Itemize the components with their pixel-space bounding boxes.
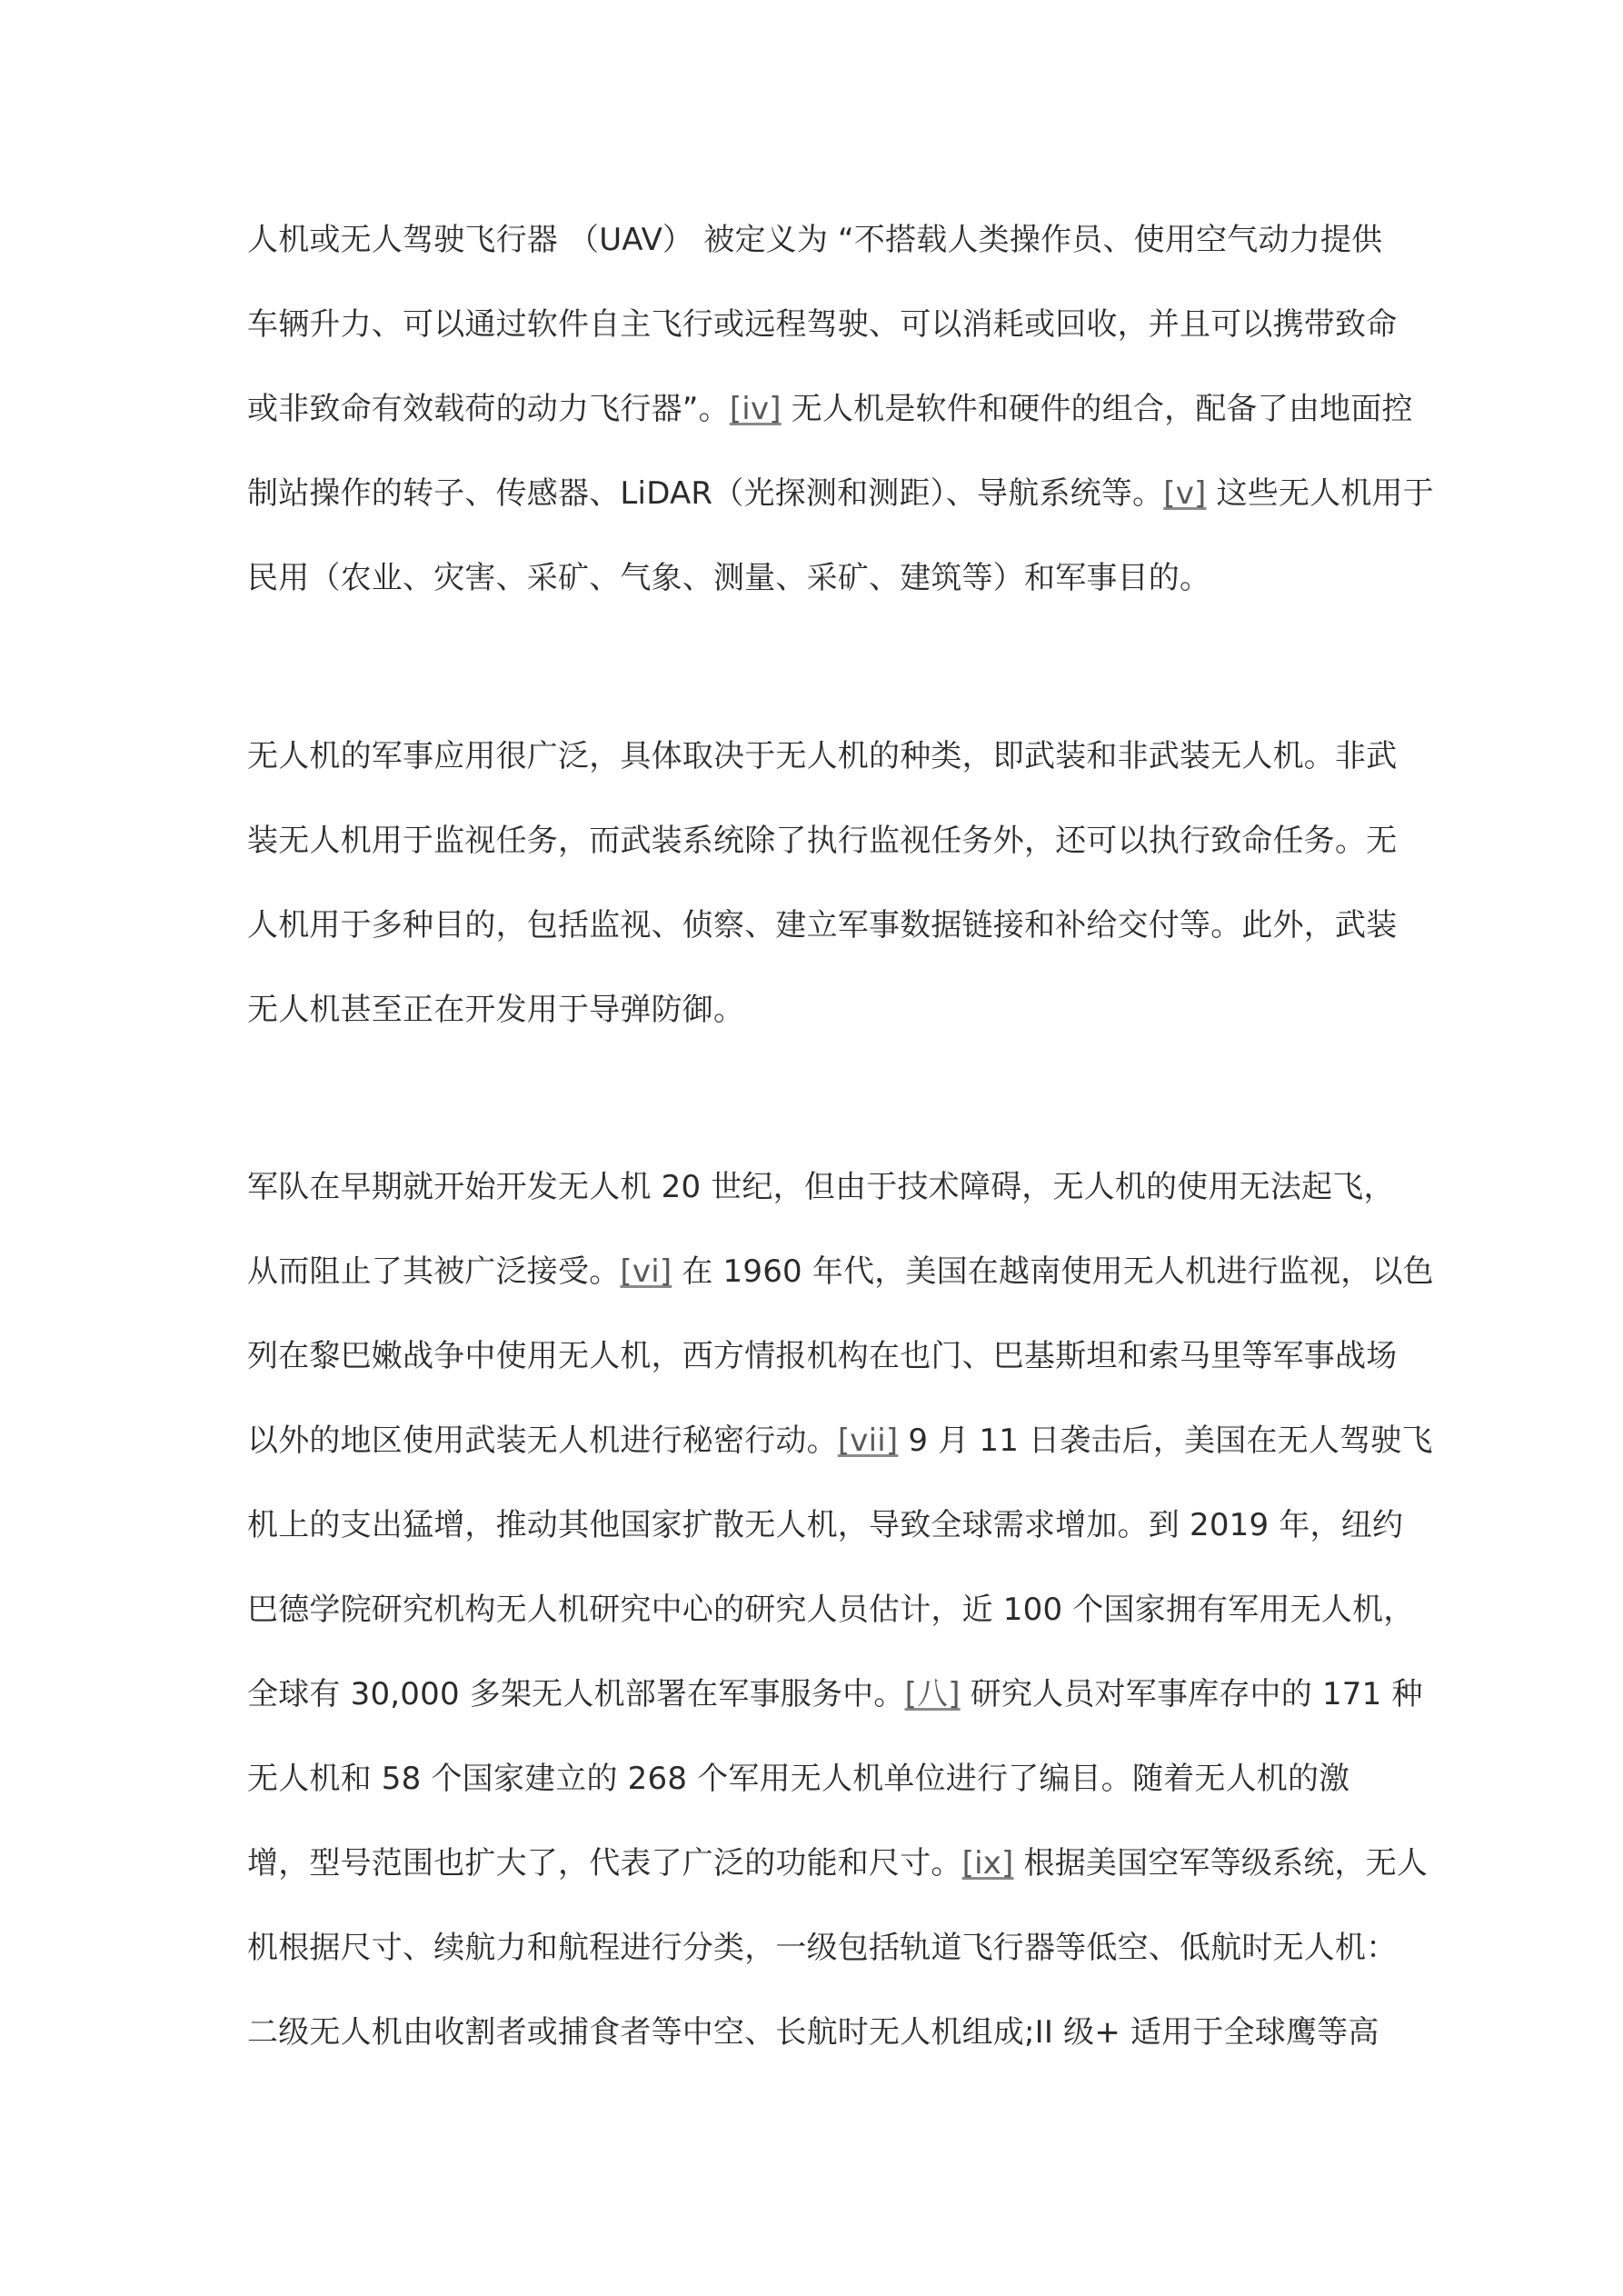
text-line xyxy=(247,1230,1434,1314)
text-segment: 或非致命有效载荷的动力飞行器”。 xyxy=(247,391,730,427)
text-line xyxy=(247,799,1398,883)
text-segment: 从而阻止了其被广泛接受。 xyxy=(247,1253,621,1290)
text-line xyxy=(247,1483,1404,1568)
text-segment: 9 月 11 日袭击后，美国在无人驾驶飞 xyxy=(898,1423,1433,1459)
footnote-link[interactable]: [v] xyxy=(1163,475,1207,512)
text-line xyxy=(247,714,1398,799)
text-line xyxy=(247,198,1394,283)
text-segment: 人机用于多种目的，包括监视、侦察、建立军事数据链接和补给交付等。此外，武装 xyxy=(247,907,1398,943)
text-segment: 人机或无人驾驶飞行器 （UAV） 被定义为 “不搭载人类操作员、使用空气动力提供 xyxy=(247,222,1383,258)
text-line xyxy=(247,1145,1394,1230)
text-segment: 以外的地区使用武装无人机进行秘密行动。 xyxy=(247,1423,838,1459)
text-segment: 增，型号范围也扩大了，代表了广泛的功能和尺寸。 xyxy=(247,1845,962,1882)
text-segment: 二级无人机由收割者或捕食者等中空、长航时无人机组成;II 级+ 适用于全球鹰等高 xyxy=(247,2014,1379,2051)
text-line xyxy=(247,1314,1398,1399)
text-line xyxy=(247,536,1394,621)
text-segment: 研究人员对军事库存中的 171 种 xyxy=(960,1676,1423,1712)
text-segment: 无人机的军事应用很广泛，具体取决于无人机的种类，即武装和非武装无人机。非武 xyxy=(247,738,1398,774)
text-segment: 民用（农业、灾害、采矿、气象、测量、采矿、建筑等）和军事目的。 xyxy=(247,560,1211,596)
paragraph-uav-definition xyxy=(247,198,1434,621)
text-segment: 装无人机用于监视任务，而武装系统除了执行监视任务外，还可以执行致命任务。无 xyxy=(247,823,1398,859)
text-line xyxy=(247,883,1398,968)
text-line xyxy=(247,1568,1415,1652)
text-segment: 巴德学院研究机构无人机研究中心的研究人员估计，近 100 个国家拥有军用无人机， xyxy=(247,1592,1415,1628)
text-line xyxy=(247,1822,1429,1906)
text-line xyxy=(247,1991,1394,2075)
text-segment: 无人机甚至正在开发用于导弹防御。 xyxy=(247,992,745,1028)
footnote-link[interactable]: [vi] xyxy=(620,1253,672,1290)
text-line xyxy=(247,968,1394,1053)
text-segment: 车辆升力、可以通过软件自主飞行或远程驾驶、可以消耗或回收，并且可以携带致命 xyxy=(247,306,1398,343)
text-segment: 在 1960 年代，美国在越南使用无人机进行监视，以色 xyxy=(672,1253,1434,1290)
text-line xyxy=(247,283,1398,367)
text-line xyxy=(247,1652,1423,1737)
footnote-link[interactable]: [vii] xyxy=(837,1423,899,1459)
text-segment: 列在黎巴嫩战争中使用无人机，西方情报机构在也门、巴基斯坦和索马里等军事战场 xyxy=(247,1338,1398,1374)
text-segment: 根据美国空军等级系统，无人 xyxy=(1013,1845,1429,1882)
footnote-link[interactable]: [八] xyxy=(904,1676,961,1712)
text-line xyxy=(247,1737,1394,1822)
text-segment: 制站操作的转子、传感器、LiDAR（光探测和测距）、导航系统等。 xyxy=(247,475,1164,512)
text-line xyxy=(247,452,1434,536)
text-segment: 这些无人机用于 xyxy=(1206,475,1434,512)
paragraph-military-applications xyxy=(247,714,1398,1053)
text-segment: 军队在早期就开始开发无人机 20 世纪，但由于技术障碍，无人机的使用无法起飞， xyxy=(247,1169,1395,1205)
text-segment: 无人机是软件和硬件的组合，配备了由地面控 xyxy=(781,391,1413,427)
text-line xyxy=(247,367,1413,452)
text-segment: 机根据尺寸、续航力和航程进行分类，一级包括轨道飞行器等低空、低航时无人机： xyxy=(247,1930,1398,1966)
text-line xyxy=(247,1399,1433,1483)
paragraph-military-history xyxy=(247,1145,1434,2075)
text-segment: 机上的支出猛增，推动其他国家扩散无人机，导致全球需求增加。到 2019 年，纽约 xyxy=(247,1507,1404,1543)
text-segment: 无人机和 58 个国家建立的 268 个军用无人机单位进行了编目。随着无人机的激 xyxy=(247,1761,1350,1797)
text-line xyxy=(247,1906,1398,1991)
text-segment: 全球有 30,000 多架无人机部署在军事服务中。 xyxy=(247,1676,905,1712)
footnote-link[interactable]: [iv] xyxy=(729,391,782,427)
footnote-link[interactable]: [ix] xyxy=(961,1845,1014,1882)
